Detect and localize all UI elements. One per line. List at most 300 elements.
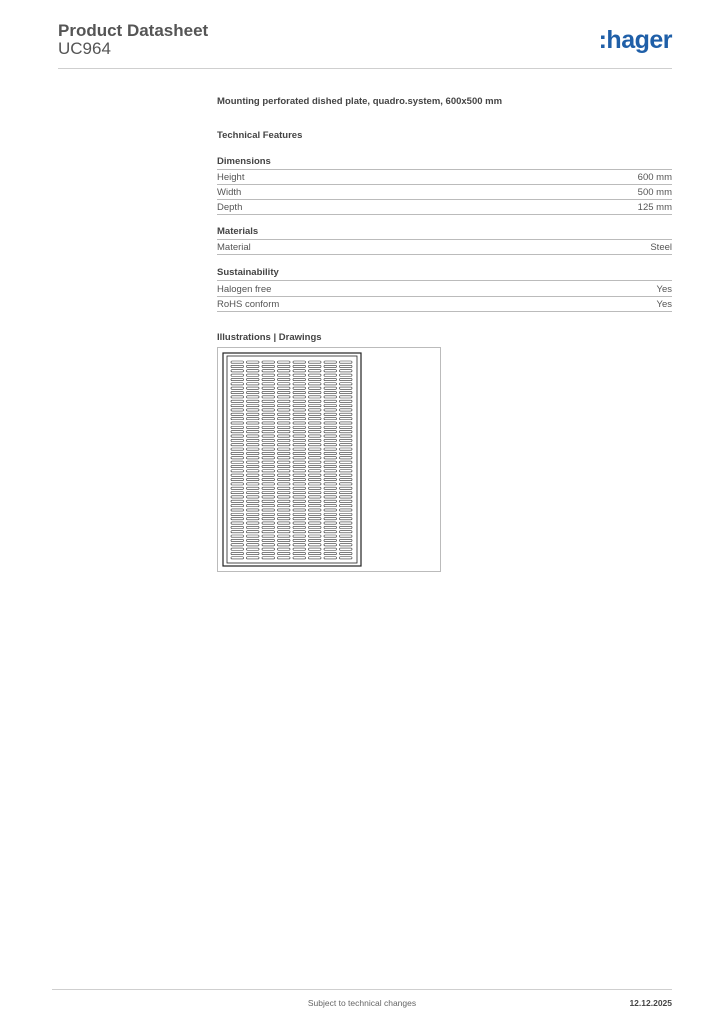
perforation-slot bbox=[247, 431, 260, 433]
perforation-slot bbox=[324, 539, 337, 541]
perforation-slot bbox=[247, 474, 260, 476]
perforation-slot bbox=[278, 478, 291, 480]
perforation-slot bbox=[340, 513, 353, 515]
perforation-slot bbox=[324, 487, 337, 489]
perforation-slot bbox=[278, 526, 291, 528]
perforation-slot bbox=[247, 439, 260, 441]
perforation-slot bbox=[293, 444, 306, 446]
perforation-slot bbox=[231, 431, 244, 433]
perforation-slot bbox=[278, 439, 291, 441]
perforation-slot bbox=[278, 557, 291, 559]
perforation-slot bbox=[247, 478, 260, 480]
perforation-slot bbox=[262, 552, 275, 554]
perforation-slot bbox=[324, 444, 337, 446]
perforation-slot bbox=[231, 518, 244, 520]
row-label: Material bbox=[217, 242, 251, 253]
perforation-slot bbox=[324, 531, 337, 533]
perforation-slot bbox=[247, 383, 260, 385]
perforation-slot bbox=[231, 396, 244, 398]
perforation-slot bbox=[231, 478, 244, 480]
perforation-slot bbox=[278, 544, 291, 546]
perforation-slot bbox=[231, 383, 244, 385]
perforation-slot bbox=[262, 439, 275, 441]
perforation-slot bbox=[262, 518, 275, 520]
perforation-slot bbox=[309, 448, 322, 450]
perforation-slot bbox=[262, 422, 275, 424]
perforation-slot bbox=[340, 500, 353, 502]
dimension-row-width bbox=[217, 185, 672, 200]
perforation-slot bbox=[231, 435, 244, 437]
perforation-slot bbox=[340, 365, 353, 367]
perforation-slot bbox=[247, 535, 260, 537]
perforation-slot bbox=[231, 539, 244, 541]
perforation-slot bbox=[247, 552, 260, 554]
perforation-slot bbox=[293, 531, 306, 533]
perforation-slot bbox=[309, 474, 322, 476]
perforation-slot bbox=[340, 418, 353, 420]
perforation-slot bbox=[231, 400, 244, 402]
perforation-slot bbox=[309, 405, 322, 407]
footer-divider bbox=[52, 989, 672, 990]
perforation-slot bbox=[340, 431, 353, 433]
perforation-slot bbox=[247, 444, 260, 446]
perforation-slot bbox=[231, 492, 244, 494]
perforation-slot bbox=[324, 461, 337, 463]
perforation-slot bbox=[309, 413, 322, 415]
perforation-slot bbox=[293, 470, 306, 472]
perforation-slot bbox=[278, 496, 291, 498]
perforation-slot bbox=[309, 522, 322, 524]
perforation-slot bbox=[340, 535, 353, 537]
perforation-slot bbox=[340, 492, 353, 494]
perforation-slot bbox=[262, 526, 275, 528]
perforation-slot bbox=[262, 426, 275, 428]
perforation-slot bbox=[293, 544, 306, 546]
perforation-slot bbox=[293, 439, 306, 441]
perforation-slot bbox=[262, 496, 275, 498]
perforation-slot bbox=[231, 474, 244, 476]
product-name: Mounting perforated dished plate, quadro.system, 600x500 mm bbox=[217, 96, 503, 107]
perforation-slot bbox=[231, 409, 244, 411]
perforation-slot bbox=[324, 465, 337, 467]
perforation-slot bbox=[231, 422, 244, 424]
footer-date: 12.12.2025 bbox=[629, 998, 672, 1008]
perforation-slot bbox=[278, 461, 291, 463]
perforation-slot bbox=[324, 374, 337, 376]
perforation-slot bbox=[340, 396, 353, 398]
perforation-slot bbox=[231, 509, 244, 511]
perforation-slot bbox=[278, 452, 291, 454]
perforation-slot bbox=[309, 457, 322, 459]
perforation-slot bbox=[293, 435, 306, 437]
perforation-slot bbox=[247, 539, 260, 541]
perforation-slot bbox=[231, 505, 244, 507]
perforation-slot bbox=[231, 374, 244, 376]
perforation-slot bbox=[324, 552, 337, 554]
perforation-slot bbox=[324, 378, 337, 380]
perforation-slot bbox=[293, 452, 306, 454]
perforation-slot bbox=[324, 409, 337, 411]
perforation-slot bbox=[247, 387, 260, 389]
perforation-slot bbox=[324, 474, 337, 476]
perforation-slot bbox=[324, 535, 337, 537]
perforation-slot bbox=[309, 483, 322, 485]
perforation-slot bbox=[293, 483, 306, 485]
perforation-slot bbox=[247, 465, 260, 467]
perforation-slot bbox=[247, 505, 260, 507]
perforation-slot bbox=[247, 413, 260, 415]
perforation-slot bbox=[324, 426, 337, 428]
perforation-slot bbox=[231, 413, 244, 415]
perforation-slot bbox=[324, 431, 337, 433]
perforation-slot bbox=[340, 522, 353, 524]
perforation-slot bbox=[278, 522, 291, 524]
perforation-slot bbox=[262, 483, 275, 485]
perforation-slot bbox=[247, 409, 260, 411]
perforation-slot bbox=[324, 418, 337, 420]
perforation-slot bbox=[278, 418, 291, 420]
perforation-slot bbox=[293, 505, 306, 507]
perforation-slot bbox=[247, 422, 260, 424]
perforation-slot bbox=[340, 383, 353, 385]
perforation-slot bbox=[324, 365, 337, 367]
perforation-slot bbox=[340, 496, 353, 498]
perforation-slot bbox=[231, 391, 244, 393]
perforation-slot bbox=[262, 405, 275, 407]
perforation-slot bbox=[278, 513, 291, 515]
perforation-slot bbox=[324, 452, 337, 454]
perforation-slot bbox=[262, 548, 275, 550]
perforation-slot bbox=[262, 470, 275, 472]
perforation-slot bbox=[262, 531, 275, 533]
perforation-slot bbox=[262, 505, 275, 507]
perforation-slot bbox=[262, 435, 275, 437]
perforation-slot bbox=[293, 400, 306, 402]
perforation-slot bbox=[262, 383, 275, 385]
perforation-slot bbox=[340, 557, 353, 559]
perforation-slot bbox=[340, 474, 353, 476]
perforation-slot bbox=[309, 370, 322, 372]
perforation-slot bbox=[278, 487, 291, 489]
perforation-slot bbox=[324, 470, 337, 472]
sustainability-heading: Sustainability bbox=[217, 267, 672, 281]
perforation-slot bbox=[262, 509, 275, 511]
perforation-slot bbox=[324, 483, 337, 485]
hager-logo: :hager bbox=[598, 26, 672, 54]
perforation-slot bbox=[262, 361, 275, 363]
perforation-slot bbox=[340, 409, 353, 411]
perforation-slot bbox=[278, 552, 291, 554]
perforation-slot bbox=[231, 557, 244, 559]
perforation-slot bbox=[324, 557, 337, 559]
perforation-slot bbox=[247, 518, 260, 520]
perforation-slot bbox=[309, 426, 322, 428]
perforation-slot bbox=[262, 492, 275, 494]
perforation-slot bbox=[293, 496, 306, 498]
perforation-slot bbox=[231, 387, 244, 389]
perforation-slot bbox=[340, 544, 353, 546]
perforation-slot bbox=[247, 374, 260, 376]
perforation-slot bbox=[324, 526, 337, 528]
perforation-slot bbox=[278, 509, 291, 511]
perforation-slot bbox=[309, 465, 322, 467]
perforation-slot bbox=[340, 361, 353, 363]
perforation-slot bbox=[247, 492, 260, 494]
perforation-slot bbox=[324, 518, 337, 520]
perforation-slot bbox=[340, 457, 353, 459]
perforation-slot bbox=[293, 378, 306, 380]
row-value: 125 mm bbox=[637, 202, 672, 213]
perforation-slot bbox=[309, 431, 322, 433]
perforation-slot bbox=[278, 426, 291, 428]
perforation-slot bbox=[293, 461, 306, 463]
perforation-slot bbox=[293, 405, 306, 407]
perforation-slot bbox=[247, 487, 260, 489]
perforation-slot bbox=[247, 435, 260, 437]
perforation-slot bbox=[309, 444, 322, 446]
perforation-slot bbox=[309, 526, 322, 528]
perforation-slot bbox=[309, 439, 322, 441]
perforation-slot bbox=[340, 483, 353, 485]
perforation-slot bbox=[340, 444, 353, 446]
perforation-slot bbox=[262, 500, 275, 502]
perforation-slot bbox=[278, 474, 291, 476]
perforation-slot bbox=[247, 557, 260, 559]
perforation-slot bbox=[340, 391, 353, 393]
perforation-slot bbox=[309, 487, 322, 489]
perforation-slot bbox=[293, 457, 306, 459]
row-label: Height bbox=[217, 172, 245, 183]
perforation-slot bbox=[293, 422, 306, 424]
perforation-slot bbox=[309, 492, 322, 494]
perforation-slot bbox=[262, 452, 275, 454]
content bbox=[217, 96, 672, 344]
perforation-slot bbox=[340, 452, 353, 454]
perforation-slot bbox=[309, 544, 322, 546]
perforation-slot bbox=[262, 409, 275, 411]
perforation-slot bbox=[247, 448, 260, 450]
perforation-slot bbox=[231, 418, 244, 420]
perforation-slot bbox=[340, 448, 353, 450]
perforation-slot bbox=[309, 531, 322, 533]
perforation-slot bbox=[340, 439, 353, 441]
perforation-slot bbox=[247, 452, 260, 454]
row-value: 600 mm bbox=[637, 172, 672, 183]
perforation-slot bbox=[340, 526, 353, 528]
perforation-slot bbox=[324, 513, 337, 515]
perforation-slot bbox=[309, 548, 322, 550]
perforation-slot bbox=[309, 365, 322, 367]
perforation-slot bbox=[278, 539, 291, 541]
perforation-slot bbox=[324, 435, 337, 437]
header-title: Product Datasheet bbox=[58, 21, 209, 40]
technical-features-heading: Technical Features bbox=[217, 130, 303, 141]
perforation-slot bbox=[262, 457, 275, 459]
perforation-slot bbox=[293, 539, 306, 541]
perforation-slot bbox=[309, 535, 322, 537]
perforation-slot bbox=[278, 387, 291, 389]
perforation-slot bbox=[340, 505, 353, 507]
perforation-slot bbox=[340, 422, 353, 424]
perforation-slot bbox=[278, 370, 291, 372]
perforation-slot bbox=[231, 500, 244, 502]
perforation-slot bbox=[262, 396, 275, 398]
perforation-slot bbox=[278, 378, 291, 380]
perforation-slot bbox=[340, 461, 353, 463]
perforation-slot bbox=[231, 405, 244, 407]
perforation-slot bbox=[340, 478, 353, 480]
perforation-slot bbox=[262, 522, 275, 524]
dimensions-section bbox=[217, 156, 672, 215]
perforation-slot bbox=[247, 483, 260, 485]
perforation-slot bbox=[293, 535, 306, 537]
perforation-slot bbox=[278, 548, 291, 550]
perforation-slot bbox=[309, 391, 322, 393]
perforation-slot bbox=[293, 374, 306, 376]
perforation-slot bbox=[293, 370, 306, 372]
perforation-slot bbox=[278, 396, 291, 398]
perforation-slot bbox=[324, 505, 337, 507]
row-value: Yes bbox=[656, 284, 672, 295]
perforation-slot bbox=[340, 552, 353, 554]
perforation-slot bbox=[247, 378, 260, 380]
perforation-slot bbox=[278, 435, 291, 437]
perforation-slot bbox=[278, 531, 291, 533]
dimensions-heading: Dimensions bbox=[217, 156, 672, 170]
perforation-slot bbox=[324, 400, 337, 402]
perforation-slot bbox=[247, 365, 260, 367]
perforation-slot bbox=[309, 374, 322, 376]
perforation-slot bbox=[324, 370, 337, 372]
perforation-slot bbox=[309, 505, 322, 507]
perforation-slot bbox=[324, 457, 337, 459]
perforation-slot bbox=[231, 448, 244, 450]
perforation-slot bbox=[293, 426, 306, 428]
perforation-slot bbox=[278, 361, 291, 363]
perforation-slot bbox=[293, 552, 306, 554]
perforation-slot bbox=[293, 526, 306, 528]
perforation-slot bbox=[309, 557, 322, 559]
row-value: 500 mm bbox=[637, 187, 672, 198]
perforation-slot bbox=[340, 531, 353, 533]
perforation-slot bbox=[262, 374, 275, 376]
perforation-slot bbox=[262, 539, 275, 541]
perforation-slot bbox=[293, 365, 306, 367]
perforation-slot bbox=[231, 544, 244, 546]
perforation-slot bbox=[324, 413, 337, 415]
perforation-slot bbox=[247, 461, 260, 463]
perforation-slot bbox=[340, 548, 353, 550]
perforation-slot bbox=[340, 465, 353, 467]
illustrations-heading: Illustrations | Drawings bbox=[217, 332, 322, 343]
sustainability-row-halogen bbox=[217, 282, 672, 297]
perforation-slot bbox=[231, 361, 244, 363]
perforation-slot bbox=[231, 496, 244, 498]
perforation-slot bbox=[231, 452, 244, 454]
perforation-slot bbox=[231, 513, 244, 515]
perforation-slot bbox=[340, 374, 353, 376]
perforation-slot bbox=[278, 422, 291, 424]
perforation-slot bbox=[293, 418, 306, 420]
perforation-slot bbox=[309, 496, 322, 498]
perforation-slot bbox=[293, 396, 306, 398]
dimension-row-height bbox=[217, 170, 672, 185]
dimension-row-depth bbox=[217, 200, 672, 215]
perforation-slot bbox=[293, 487, 306, 489]
perforation-slot bbox=[293, 465, 306, 467]
perforation-slot bbox=[293, 513, 306, 515]
perforation-slot bbox=[262, 391, 275, 393]
perforation-slot bbox=[340, 518, 353, 520]
perforation-slot bbox=[231, 526, 244, 528]
perforation-slot bbox=[231, 531, 244, 533]
perforation-slot bbox=[278, 518, 291, 520]
perforation-slot bbox=[231, 439, 244, 441]
perforation-slot bbox=[324, 396, 337, 398]
perforation-slot bbox=[278, 383, 291, 385]
perforation-slot bbox=[309, 378, 322, 380]
perforation-slot bbox=[231, 365, 244, 367]
perforation-slot bbox=[262, 465, 275, 467]
perforation-slot bbox=[247, 391, 260, 393]
perforation-slot bbox=[324, 439, 337, 441]
perforation-slot bbox=[247, 509, 260, 511]
perforation-slot bbox=[340, 435, 353, 437]
perforation-slot bbox=[309, 470, 322, 472]
perforation-slot bbox=[324, 422, 337, 424]
perforation-slot bbox=[247, 500, 260, 502]
perforation-slot bbox=[262, 474, 275, 476]
perforation-slot bbox=[247, 531, 260, 533]
perforation-slot bbox=[247, 526, 260, 528]
row-label: Width bbox=[217, 187, 242, 198]
perforation-slot bbox=[293, 383, 306, 385]
perforation-slot bbox=[278, 483, 291, 485]
header-divider bbox=[58, 68, 672, 69]
perforation-slot bbox=[278, 431, 291, 433]
perforation-slot bbox=[340, 470, 353, 472]
perforation-slot bbox=[278, 500, 291, 502]
perforation-slot bbox=[309, 539, 322, 541]
perforation-slot bbox=[231, 426, 244, 428]
perforation-slot bbox=[309, 513, 322, 515]
perforation-slot bbox=[309, 387, 322, 389]
perforation-slot bbox=[293, 548, 306, 550]
perforation-slot bbox=[231, 465, 244, 467]
perforation-slot bbox=[324, 509, 337, 511]
perforation-slot bbox=[309, 509, 322, 511]
perforation-slot bbox=[262, 448, 275, 450]
perforation-slot bbox=[293, 492, 306, 494]
materials-section bbox=[217, 226, 672, 255]
perforation-slot bbox=[309, 518, 322, 520]
perforation-slot bbox=[231, 461, 244, 463]
perforation-slot bbox=[278, 505, 291, 507]
perforation-slot bbox=[247, 496, 260, 498]
perforation-slot bbox=[293, 391, 306, 393]
perforation-slot bbox=[340, 400, 353, 402]
perforation-slot bbox=[309, 461, 322, 463]
perforation-slot bbox=[293, 361, 306, 363]
perforation-slot bbox=[247, 522, 260, 524]
perforation-slot bbox=[309, 500, 322, 502]
perforation-slot bbox=[293, 431, 306, 433]
perforation-slot bbox=[340, 387, 353, 389]
perforation-slot bbox=[309, 418, 322, 420]
perforation-slot bbox=[262, 478, 275, 480]
perforation-slot bbox=[340, 509, 353, 511]
perforation-slot bbox=[231, 522, 244, 524]
